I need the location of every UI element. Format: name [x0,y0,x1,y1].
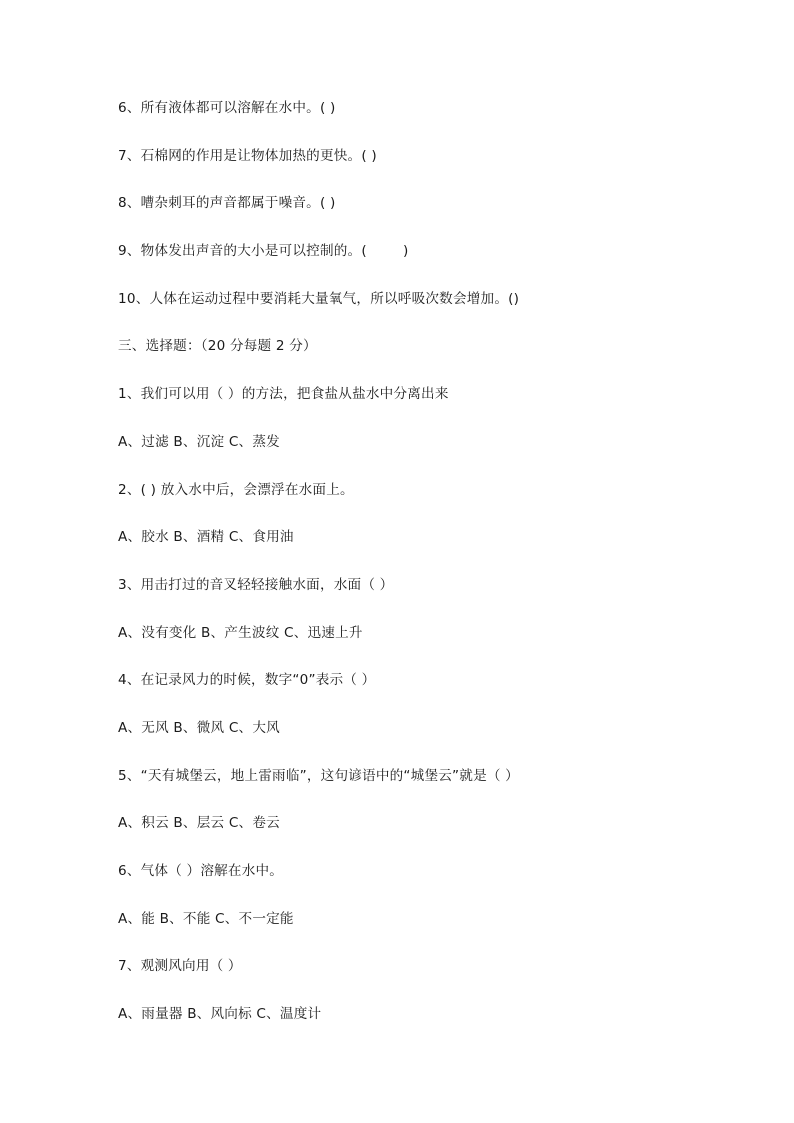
choice-question-1: 1、我们可以用（ ）的方法，把食盐从盐水中分离出来 [118,386,449,403]
choice-question-7: 7、观测风向用（ ） [118,958,242,975]
choice-options-2: A、胶水 B、酒精 C、食用油 [118,529,294,546]
judgement-item-9: 9、物体发出声音的大小是可以控制的。( ) [118,243,409,260]
document-body [118,98,758,1052]
choice-options-3: A、没有变化 B、产生波纹 C、迅速上升 [118,624,363,641]
choice-question-4: 4、在记录风力的时候，数字“0”表示（ ） [118,672,376,689]
choice-options-7: A、雨量器 B、风向标 C、温度计 [118,1006,322,1023]
choice-question-5: 5、“天有城堡云，地上雷雨临”，这句谚语中的“城堡云”就是（ ） [118,767,519,784]
judgement-item-6: 6、所有液体都可以溶解在水中。( ) [118,100,336,116]
judgement-item-7: 7、石棉网的作用是让物体加热的更快。( ) [118,147,377,164]
judgement-item-10: 10、人体在运动过程中要消耗大量氧气，所以呼吸次数会增加。() [118,290,520,307]
choice-options-6: A、能 B、不能 C、不一定能 [118,910,294,927]
choice-options-4: A、无风 B、微风 C、大风 [118,719,280,736]
choice-question-6: 6、气体（ ）溶解在水中。 [118,863,284,879]
section-heading: 三、选择题：（20 分每题 2 分） [118,338,317,355]
choice-question-3: 3、用击打过的音叉轻轻接触水面，水面（ ） [118,576,394,593]
judgement-item-8: 8、嘈杂刺耳的声音都属于噪音。( ) [118,195,336,212]
choice-options-5: A、积云 B、层云 C、卷云 [118,815,280,832]
choice-question-2: 2、( ) 放入水中后，会漂浮在水面上。 [118,481,354,498]
choice-options-1: A、过滤 B、沉淀 C、蒸发 [118,433,280,450]
